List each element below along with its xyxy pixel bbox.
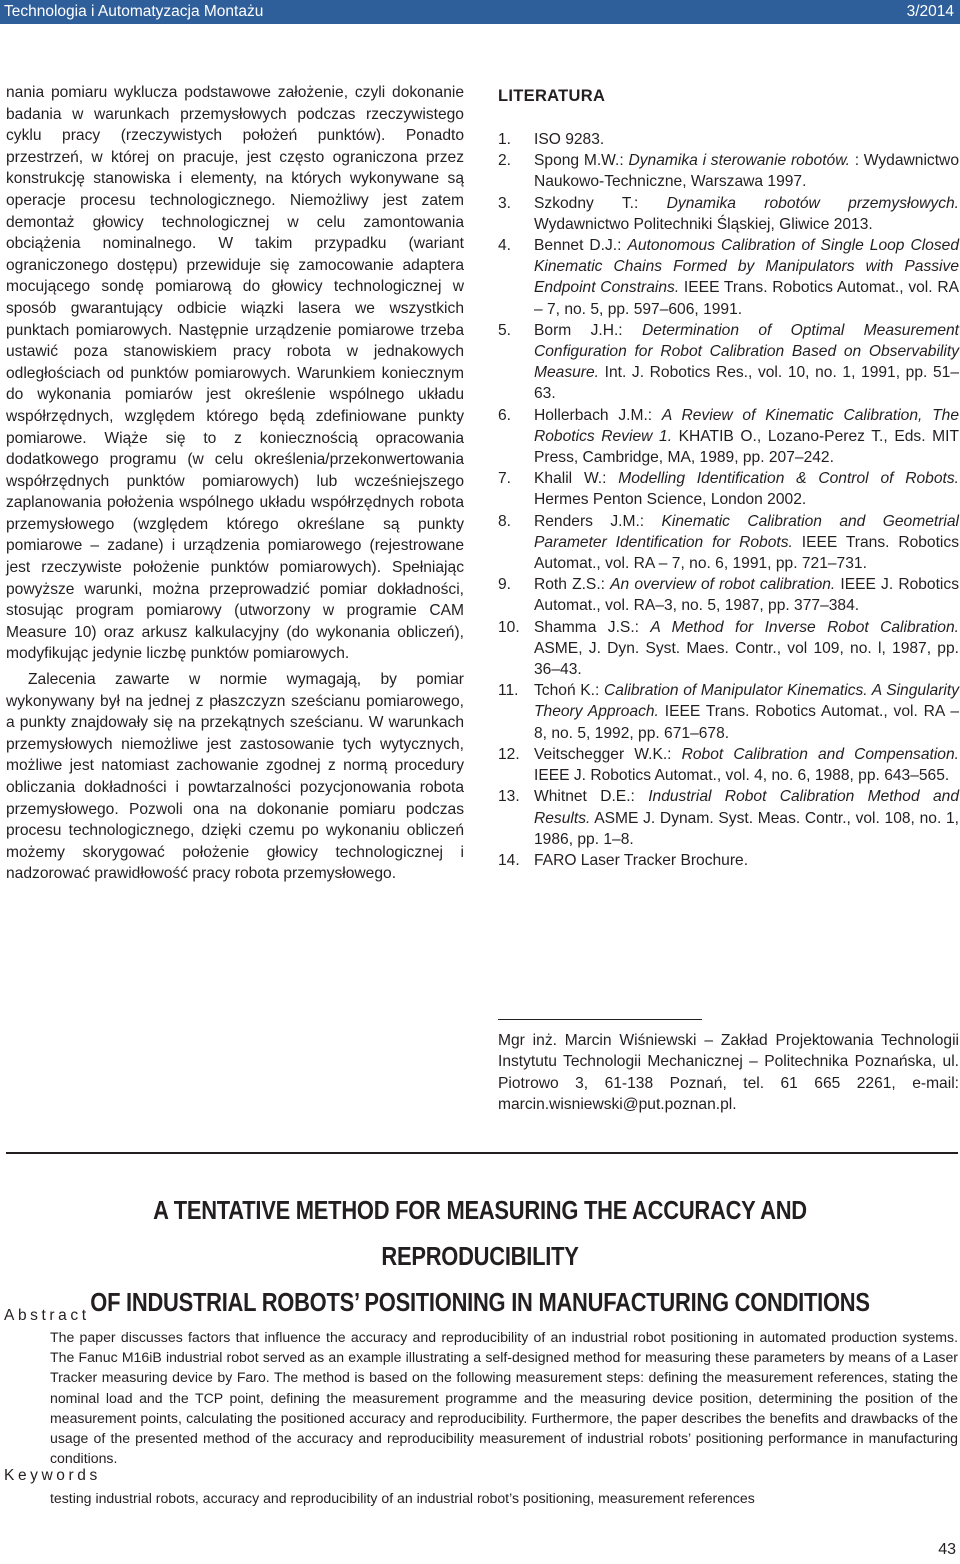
reference-author: Khalil W.: xyxy=(534,470,619,488)
reference-item xyxy=(498,405,959,469)
reference-number: 7. xyxy=(498,470,512,488)
reference-source: KHATIB O., Lozano-Perez T., Eds. MIT Press, Cambridge, MA, 1989, pp. 207–242. xyxy=(534,427,959,467)
reference-number: 2. xyxy=(498,152,512,170)
abstract-text: The paper discusses factors that influence the accuracy and reproducibility of an industrial robot positioning in automated production systems. The Fanuc M16iB industrial robot served as an example illustrating a self-designed method for measuring these parameters by means of a Laser Tracker measuring device by Faro. The method is based on the following measurement steps: defining the measurement references, stating the nominal load and the TCP point, defining the measurement programme and the measuring device position, determining the position of the measurement points, calculating the positioned accuracy and reproducibility. Furthermore, the paper describes the benefits and drawbacks of the usage of the presented method of the accuracy and reproducibility measurement of industrial robots’ positioning performance in manufacturing conditions. xyxy=(50,1329,958,1467)
body-paragraph: Zalecenia zawarte w normie wymagają, by pomiar wykonywany był na jednej z płaszczyzn sześcianu pomiarowego, a punkty znajdowały się na przekątnych sześcianu. W warunkach przemysłowych niemożliwe jest zastosowanie tych wytycznych, możliwe jest natomiast zachowanie zgodnej z normą procedury obliczania dokładności i powtarzalności pozycjonowania robota przemysłowego. Pozwoli ona na dokonanie pomiaru podczas procesu technologicznego, dzięki czemu po wykonaniu obliczeń możemy skorygować położenie głowicy technologicznej i nadzorować prawidłowość pracy robota przemysłowego. xyxy=(6,671,464,883)
author-note: Mgr inż. Marcin Wiśniewski – Zakład Projektowania Technologii Instytutu Technologii Mechanicznej – Politechnika Poznańska, ul. Piotrowo 3, 61-138 Poznań, tel. 61 665 2261, e-mail: marcin.wisniewski@put.poznan.pl. xyxy=(498,1032,959,1114)
reference-title: A Review of Kinematic Calibration, The Robotics Review 1. xyxy=(534,406,959,445)
reference-source: IEEE J. Robotics Automat., vol. RA–3, no. 5, 1987, pp. 377–384. xyxy=(534,576,959,615)
english-title-line: OF INDUSTRIAL ROBOTS’ POSITIONING IN MANUFACTURING CONDITIONS xyxy=(90,1289,870,1317)
english-title xyxy=(67,1188,893,1326)
reference-item xyxy=(498,850,959,871)
reference-title: Industrial Robot Calibration Method and Results. xyxy=(534,788,959,827)
reference-source: : Wydawnictwo Naukowo-Techniczne, Warszawa 1997. xyxy=(534,152,959,191)
reference-title: A Method for Inverse Robot Calibration. xyxy=(650,618,959,636)
journal-header xyxy=(0,0,960,24)
literature-section xyxy=(498,86,959,871)
keywords-text: testing industrial robots, accuracy and reproducibility of an industrial robot’s positioning, measurement references xyxy=(50,1490,755,1506)
reference-source: Wydawnictwo Politechniki Śląskiej, Gliwice 2013. xyxy=(534,215,873,233)
reference-number: 3. xyxy=(498,194,512,212)
reference-item xyxy=(498,511,959,575)
reference-item xyxy=(498,744,959,786)
reference-number: 14. xyxy=(498,851,520,869)
reference-source: ASME, J. Dyn. Syst. Maes. Contr., vol 109, no. l, 1987, pp. 36–43. xyxy=(534,639,959,679)
reference-source: Hermes Penton Science, London 2002. xyxy=(534,491,807,509)
reference-item xyxy=(498,235,959,320)
reference-item xyxy=(498,617,959,681)
reference-number: 1. xyxy=(498,131,512,148)
reference-source: Int. J. Robotics Res., vol. 10, no. 1, 1991, pp. 51–63. xyxy=(534,364,959,403)
reference-author: FARO Laser Tracker Brochure. xyxy=(534,851,749,869)
reference-author: Renders J.M.: xyxy=(534,512,662,530)
author-divider xyxy=(498,1019,702,1020)
reference-author: Whitnet D.E.: xyxy=(534,788,649,806)
reference-source: IEEE Trans. Robotics Automat., vol. RA – 8, no. 5, 1992, pp. 671–678. xyxy=(534,703,959,742)
reference-author: Spong M.W.: xyxy=(534,152,629,170)
reference-title: Kinematic Calibration and Geometrial Parameter Identification for Robots. xyxy=(534,512,959,551)
reference-title: An overview of robot calibration. xyxy=(610,576,836,594)
abstract-label: Abstract xyxy=(4,1307,90,1324)
reference-title: Determination of Optimal Measurement Configuration for Robot Calibration Based on Observability Measure. xyxy=(534,321,959,382)
reference-title: Robot Calibration and Compensation. xyxy=(681,745,959,763)
reference-author: Tchoń K.: xyxy=(534,682,605,700)
reference-author: Veitschegger W.K.: xyxy=(534,745,682,763)
issue-number: 3/2014 xyxy=(906,3,954,20)
reference-number: 13. xyxy=(498,788,520,806)
reference-item xyxy=(498,680,959,744)
reference-item xyxy=(498,193,959,235)
reference-source: ASME J. Dynam. Syst. Meas. Contr., vol. 108, no. 1, 1986, pp. 1–8. xyxy=(534,809,959,848)
reference-title: Dynamika robotów przemysłowych. xyxy=(666,194,960,212)
body-column xyxy=(6,82,464,885)
journal-title: Technologia i Automatyzacja Montażu xyxy=(4,3,264,20)
reference-number: 5. xyxy=(498,321,512,339)
reference-title: Autonomous Calibration of Single Loop Closed Kinematic Chains Formed by Manipulators with Passive Endpoint Constrains. xyxy=(534,237,959,297)
reference-number: 12. xyxy=(498,745,520,763)
reference-title: Modelling Identification & Control of Robots. xyxy=(618,470,959,488)
reference-source: IEEE Trans. Robotics Automat., vol. RA – 7, no. 5, pp. 597–606, 1991. xyxy=(534,279,960,318)
page-number: 43 xyxy=(938,1541,956,1558)
reference-number: 4. xyxy=(498,237,512,255)
reference-item xyxy=(498,320,959,405)
reference-number: 8. xyxy=(498,512,512,530)
reference-author: Borm J.H.: xyxy=(534,321,642,339)
reference-number: 10. xyxy=(498,618,520,636)
reference-author: Roth Z.S.: xyxy=(534,576,611,594)
reference-item xyxy=(498,129,959,150)
reference-number: 6. xyxy=(498,406,512,424)
reference-author: Hollerbach J.M.: xyxy=(534,406,662,424)
section-divider xyxy=(6,1152,958,1154)
reference-author: Szkodny T.: xyxy=(534,194,667,212)
reference-source: IEEE J. Robotics Automat., vol. 4, no. 6, 1988, pp. 643–565. xyxy=(534,767,950,785)
reference-number: 11. xyxy=(498,682,519,700)
reference-number: 9. xyxy=(498,576,512,594)
english-title-line: A TENTATIVE METHOD FOR MEASURING THE ACCURACY AND REPRODUCIBILITY xyxy=(153,1197,807,1271)
reference-title: Calibration of Manipulator Kinematics. A Singularity Theory Approach. xyxy=(534,682,960,721)
reference-title: Dynamika i sterowanie robotów. xyxy=(628,152,850,170)
reference-item xyxy=(498,786,959,850)
reference-list xyxy=(498,129,959,871)
reference-author: Bennet D.J.: xyxy=(534,237,628,255)
reference-author: ISO 9283. xyxy=(534,131,605,148)
reference-item xyxy=(498,150,959,192)
body-paragraph: nania pomiaru wyklucza podstawowe założenie, czyli dokonanie badania w warunkach przemysłowych podczas rzeczywistego cyklu pracy (rzeczywistych położeń punktów). Ponadto przestrzeń, w której on pracuje, jest często ograniczona przez konstrukcję stanowiska i elementy, na których wykonywane są operacje procesu technologicznego. Niemożliwy jest zatem demontaż głowicy technologicznej w celu zamontowania obciążenia nominalnego. W takim przypadku (wariant ograniczonego dostępu) przewiduje się zamocowanie adaptera mocującego sondę pomiarową do głowicy technologicznej w sposób gwarantujący odbicie wiązki lasera we wszystkich punktach pomiarowych. Następnie urządzenie pomiarowe trzeba ustawić poza stanowiskiem pracy robota w jednakowych odległościach od punktów pomiarowych. Warunkiem koniecznym do wykonania pomiarów jest określenie wspólnego układu współrzędnych, względem którego będą zdefiniowane punkty pomiarowe. Wiąże się to z koniecznością opracowania dodatkowego programu (w celu określenia/przekonwertowania współrzędnych punktów pomiarowych) lub wcześniejszego zaplanowania położenia wspólnego układu współrzędnych robota przemysłowego (względem którego określane są punkty pomiarowe – zadane) i urządzenia pomiarowego (rejestrowane jest rzeczywiste położenie punktów pomiarowych). Spełniając powyższe warunki, można przeprowadzić pomiar dokładności, stosując program pomiarowy (utworzony w programie CAM Measure 10) oraz arkusz kalkulacyjny (do wykonania obliczeń), modyfikując jedynie liczbę punktów pomiarowych. xyxy=(6,84,464,663)
keywords-label: Keywords xyxy=(4,1467,101,1484)
literature-heading: LITERATURA xyxy=(498,87,606,105)
reference-author: Shamma J.S.: xyxy=(534,618,651,636)
reference-source: IEEE Trans. Robotics Automat., vol. RA – 7, no. 6, 1991, pp. 721–731. xyxy=(534,533,959,573)
reference-item xyxy=(498,468,959,510)
reference-item xyxy=(498,574,959,616)
